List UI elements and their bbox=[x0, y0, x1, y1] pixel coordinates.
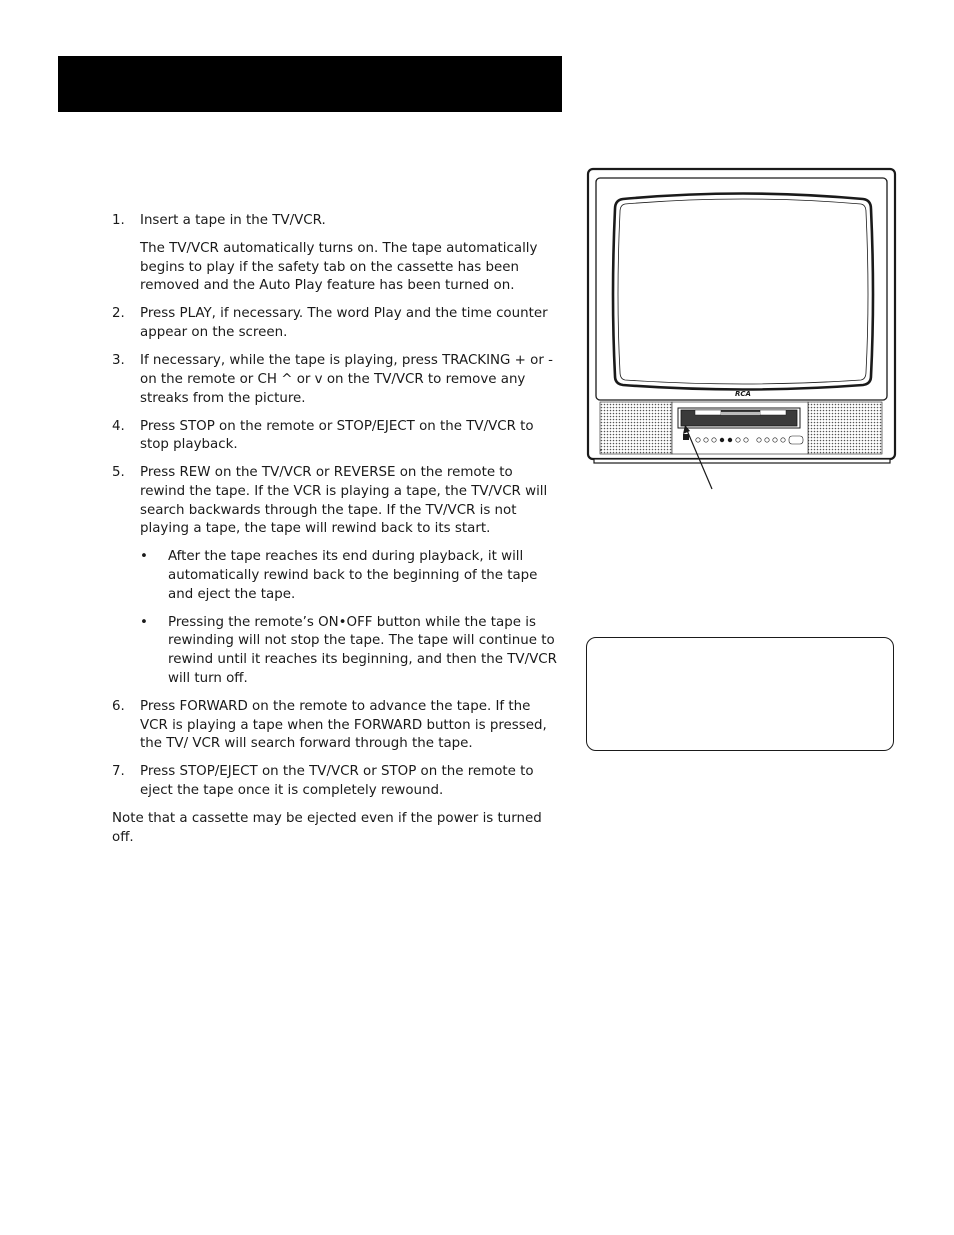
power-button bbox=[683, 434, 689, 440]
playback-instructions bbox=[112, 212, 560, 847]
step-text: Press STOP/EJECT on the TV/VCR or STOP on the remote to eject the tape once it is completely rewound. bbox=[140, 764, 534, 798]
step-7 bbox=[112, 763, 560, 800]
tv-base bbox=[594, 459, 890, 463]
bullet-item bbox=[112, 548, 560, 604]
left-speaker-grille bbox=[600, 402, 672, 454]
step-text: Insert a tape in the TV/VCR. bbox=[140, 213, 326, 228]
step-text: If necessary, while the tape is playing, press TRACKING + or - on the remote or CH ^ or v on the TV/VCR to remove any streaks from the picture. bbox=[140, 353, 553, 406]
step-number: 6. bbox=[112, 698, 125, 714]
tv-vcr-illustration bbox=[585, 166, 900, 496]
step-number: 5. bbox=[112, 465, 125, 481]
bullet-item bbox=[112, 614, 560, 689]
step-3 bbox=[112, 352, 560, 408]
step-6 bbox=[112, 698, 560, 754]
bullet-symbol: • bbox=[140, 549, 148, 565]
step-2 bbox=[112, 305, 560, 342]
step-text: Press STOP on the remote or STOP/EJECT on the TV/VCR to stop playback. bbox=[140, 418, 534, 453]
step-text: Press PLAY, if necessary. The word Play and the time counter appear on the screen. bbox=[140, 306, 548, 341]
step-number: 1. bbox=[112, 213, 125, 228]
step-text: Press FORWARD on the remote to advance the tape. If the VCR is playing a tape when the FORWARD button is pressed, the TV/ VCR will search forward through the tape. bbox=[140, 698, 547, 752]
bullet-text: After the tape reaches its end during playback, it will automatically rewind back to the beginning of the tape and eject the tape. bbox=[168, 549, 538, 602]
eject-note: Note that a cassette may be ejected even if the power is turned off. bbox=[112, 810, 542, 845]
header-bar bbox=[58, 56, 562, 112]
rca-logo: RCA bbox=[735, 390, 751, 398]
note-box bbox=[586, 637, 894, 751]
step-1 bbox=[112, 212, 560, 296]
right-speaker-grille bbox=[808, 402, 882, 454]
step-4 bbox=[112, 418, 560, 455]
step-number: 3. bbox=[112, 353, 125, 369]
bullet-text: Pressing the remote’s ON•OFF button while the tape is rewinding will not stop the tape. The tape will continue to rewind until it reaches its beginning, and then the TV/VCR will turn off. bbox=[168, 614, 557, 686]
step-number: 4. bbox=[112, 418, 125, 434]
bullet-symbol: • bbox=[140, 614, 148, 630]
tv-screen bbox=[613, 194, 873, 390]
step-5 bbox=[112, 464, 560, 539]
step-text: The TV/VCR automatically turns on. The tape automatically begins to play if the safety tab on the cassette has been removed and the Auto Play feature has been turned on. bbox=[140, 241, 538, 294]
step-text: Press REW on the TV/VCR or REVERSE on the remote to rewind the tape. If the VCR is playing a tape, the TV/VCR will search backwards through the tape. If the TV/VCR is not playing a tape, the tape will rewind back to its start. bbox=[140, 465, 548, 537]
step-number: 7. bbox=[112, 764, 125, 780]
step-number: 2. bbox=[112, 306, 125, 322]
